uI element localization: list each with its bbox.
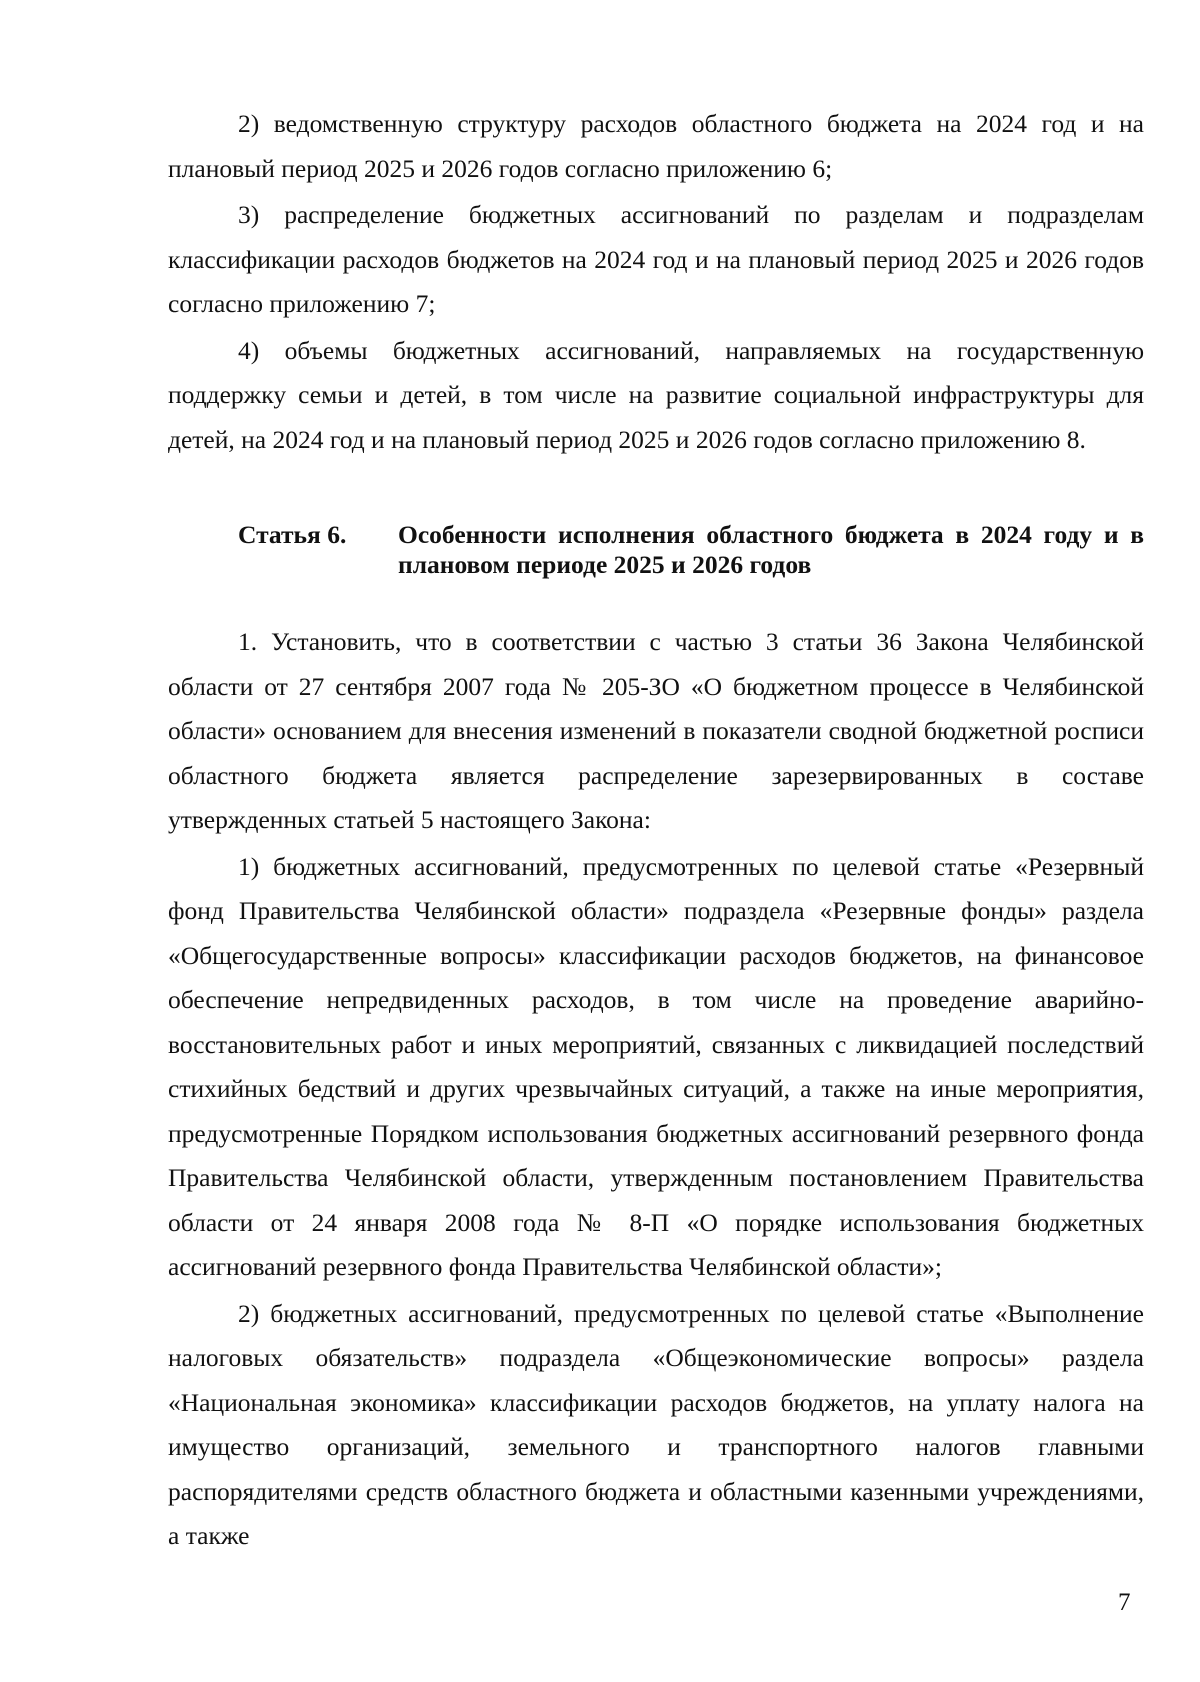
list-item: 4) объемы бюджетных ассигнований, направляемых на государственную поддержку семьи и детей, в том числе на развитие социальной инфраструктуры для детей, на 2024 год и на плановый период 2025 и 2026 годов согласно приложению 8. [168,335,1144,454]
article-title: Особенности исполнения областного бюджета в 2024 году и в плановом периоде 2025 и 2026 годов [398,520,1144,579]
list-item: 2) ведомственную структуру расходов областного бюджета на 2024 год и на плановый период 2025 и 2026 годов согласно приложению 6; [168,109,1144,183]
body-paragraph: 1. Установить, что в соответствии с частью 3 статьи 36 Закона Челябинской области от 27 сентября 2007 года № 205-ЗО «О бюджетном процессе в Челябинской области» основанием для внесения изменений в показатели сводной бюджетной росписи областного бюджета является распределение зарезервированных в составе утвержденных статьей 5 настоящего Закона: [168,627,1144,834]
body-paragraph: 2) бюджетных ассигнований, предусмотренных по целевой статье «Выполнение налоговых обязательств» подраздела «Общеэкономические вопросы» раздела «Национальная экономика» классификации расходов бюджетов, на уплату налога на имущество организаций, земельного и транспортного налогов главными распорядителями средств областного бюджета и областными казенными учреждениями, а также [168,1298,1144,1550]
article-body [168,620,1144,1559]
body-paragraph: 1) бюджетных ассигнований, предусмотренных по целевой статье «Резервный фонд Правительства Челябинской области» подраздела «Резервные фонды» раздела «Общегосударственные вопросы» классификации расходов бюджетов, на финансовое обеспечение непредвиденных расходов, в том числе на проведение аварийно-восстановительных работ и иных мероприятий, связанных с ликвидацией последствий стихийных бедствий и других чрезвычайных ситуаций, а также на иные мероприятия, предусмотренные Порядком использования бюджетных ассигнований резервного фонда Правительства Челябинской области, утвержденным постановлением Правительства области от 24 января 2008 года № 8-П «О порядке использования бюджетных ассигнований резервного фонда Правительства Челябинской области»; [168,851,1144,1281]
article-number: Статья 6. [238,520,347,549]
article-heading [238,520,1144,580]
page-number: 7 [1118,1589,1131,1616]
intro-list [168,102,1144,462]
list-item: 3) распределение бюджетных ассигнований по разделам и подразделам классификации расходов бюджетов на 2024 год и на плановый период 2025 и 2026 годов согласно приложению 7; [168,200,1144,318]
